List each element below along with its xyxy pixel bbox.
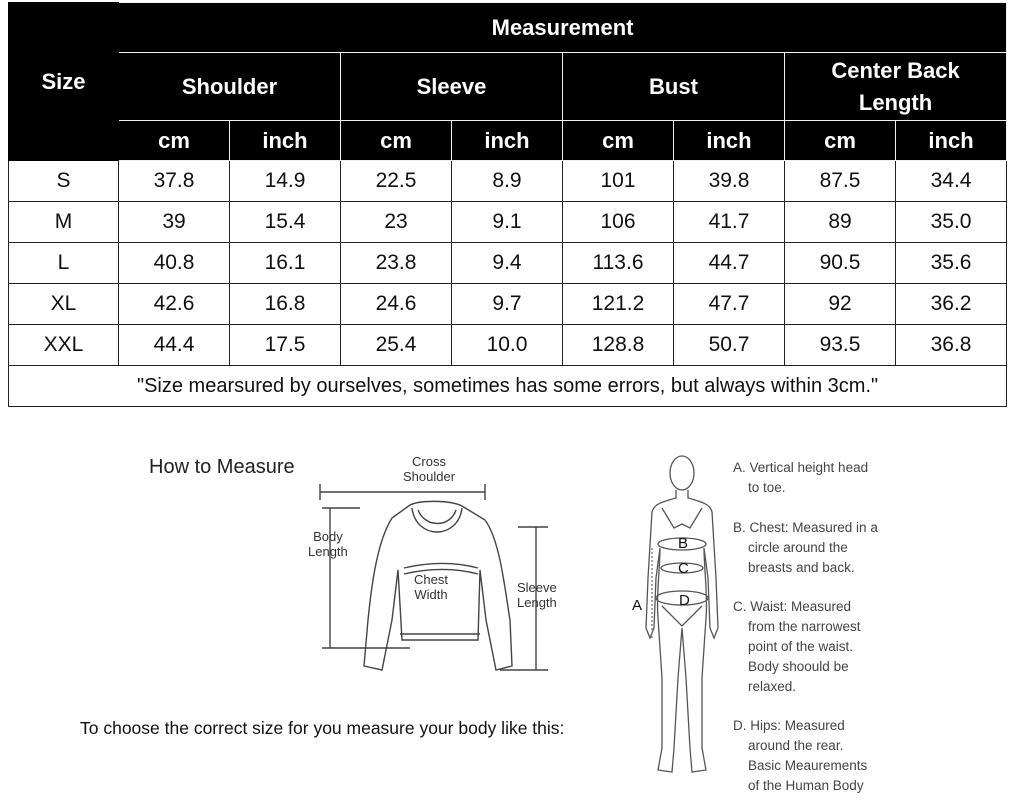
value-cell: 36.8	[896, 325, 1007, 366]
value-cell: 87.5	[785, 161, 896, 202]
value-cell: 128.8	[563, 325, 674, 366]
value-cell: 10.0	[452, 325, 563, 366]
value-cell: 44.7	[674, 243, 785, 284]
value-cell: 39	[119, 202, 230, 243]
value-cell: 16.1	[230, 243, 341, 284]
size-cell: XL	[9, 284, 119, 325]
label-c: C	[678, 560, 689, 577]
value-cell: 34.4	[896, 161, 1007, 202]
value-cell: 101	[563, 161, 674, 202]
value-cell: 8.9	[452, 161, 563, 202]
body-outline	[646, 490, 718, 772]
unit-inch: inch	[452, 121, 563, 161]
value-cell: 14.9	[230, 161, 341, 202]
value-cell: 23	[341, 202, 452, 243]
value-cell: 42.6	[119, 284, 230, 325]
value-cell: 121.2	[563, 284, 674, 325]
garment-sketch	[300, 470, 560, 680]
size-cell: XXL	[9, 325, 119, 366]
shoulder-header: Shoulder	[119, 53, 341, 121]
value-cell: 89	[785, 202, 896, 243]
value-cell: 35.6	[896, 243, 1007, 284]
table-row	[9, 243, 1007, 284]
body-length-label: Body Length	[308, 529, 348, 559]
value-cell: 92	[785, 284, 896, 325]
chest-width-label: Chest Width	[414, 572, 448, 602]
value-cell: 9.7	[452, 284, 563, 325]
value-cell: 37.8	[119, 161, 230, 202]
bust-header: Bust	[563, 53, 785, 121]
value-cell: 90.5	[785, 243, 896, 284]
value-cell: 41.7	[674, 202, 785, 243]
choose-size-instruction: To choose the correct size for you measure your body like this:	[80, 718, 565, 738]
table-row	[9, 284, 1007, 325]
note-b: B. Chest: Measured in a circle around the breasts and back.	[733, 520, 878, 575]
measurement-note: "Size mearsured by ourselves, sometimes has some errors, but always within 3cm."	[9, 366, 1007, 407]
head-outline	[670, 456, 694, 490]
value-cell: 22.5	[341, 161, 452, 202]
label-b: B	[678, 535, 689, 552]
value-cell: 9.4	[452, 243, 563, 284]
value-cell: 35.0	[896, 202, 1007, 243]
sleeve-length-label: Sleeve Length	[517, 580, 557, 610]
label-a: A	[632, 597, 643, 614]
size-cell: M	[9, 202, 119, 243]
unit-inch: inch	[896, 121, 1007, 161]
unit-cm: cm	[341, 121, 452, 161]
value-cell: 16.8	[230, 284, 341, 325]
value-cell: 44.4	[119, 325, 230, 366]
unit-inch: inch	[230, 121, 341, 161]
unit-cm: cm	[119, 121, 230, 161]
size-cell: L	[9, 243, 119, 284]
table-row	[9, 202, 1007, 243]
value-cell: 47.7	[674, 284, 785, 325]
note-row	[9, 366, 1007, 407]
value-cell: 50.7	[674, 325, 785, 366]
sweater-outline	[364, 501, 512, 670]
value-cell: 25.4	[341, 325, 452, 366]
size-header: Size	[9, 3, 119, 161]
value-cell: 93.5	[785, 325, 896, 366]
note-d: D. Hips: Measured around the rear. Basic Meaurements of the Human Body	[733, 718, 868, 793]
value-cell: 15.4	[230, 202, 341, 243]
table-row	[9, 325, 1007, 366]
value-cell: 39.8	[674, 161, 785, 202]
value-cell: 17.5	[230, 325, 341, 366]
unit-cm: cm	[785, 121, 896, 161]
label-d: D	[679, 592, 690, 609]
body-figure	[622, 448, 732, 780]
measurement-header: Measurement	[119, 3, 1007, 53]
value-cell: 106	[563, 202, 674, 243]
size-chart-table	[8, 2, 1007, 407]
note-a: A. Vertical height head to toe.	[733, 460, 869, 495]
note-c: C. Waist: Measured from the narrowest point of the waist. Body shoould be relaxed.	[733, 599, 861, 694]
value-cell: 36.2	[896, 284, 1007, 325]
center-back-length-header: Center Back Length	[785, 53, 1007, 121]
how-to-measure-title: How to Measure	[149, 456, 295, 478]
value-cell: 9.1	[452, 202, 563, 243]
cross-shoulder-label: Cross Shoulder	[403, 454, 456, 484]
value-cell: 23.8	[341, 243, 452, 284]
table-row	[9, 161, 1007, 202]
unit-cm: cm	[563, 121, 674, 161]
size-cell: S	[9, 161, 119, 202]
value-cell: 24.6	[341, 284, 452, 325]
sleeve-header: Sleeve	[341, 53, 563, 121]
unit-inch: inch	[674, 121, 785, 161]
value-cell: 113.6	[563, 243, 674, 284]
value-cell: 40.8	[119, 243, 230, 284]
